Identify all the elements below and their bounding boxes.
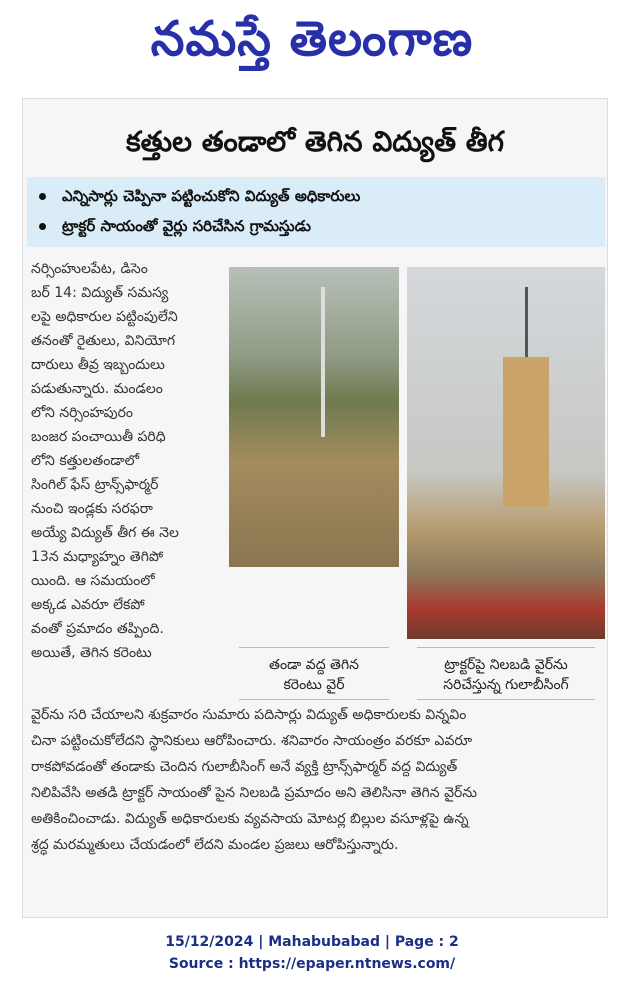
photo-man-on-tractor (407, 267, 605, 639)
text-line: లోని కత్తులతండాలో (31, 453, 139, 469)
text-line: వంతో ప్రమాదం తప్పింది. (31, 621, 164, 637)
caption-rule (239, 647, 389, 648)
text-line: లోని నర్సింహపురం (31, 405, 134, 421)
text-line: తనంతో రైతులు, వినియోగ (31, 333, 176, 349)
text-line: రాకపోవడంతో తండాకు చెందిన గులాబీసింగ్ అనే వ్యక్తి ట్రాన్స్‌ఫార్మర్ వద్ద విద్యుత్ (31, 759, 458, 775)
bullet-item: ట్రాక్టర్ సాయంతో వైర్లు సరిచేసిన గ్రామస్తుడు (39, 217, 311, 239)
text-line: నుంచి ఇండ్లకు సరఫరా (31, 501, 153, 517)
text-line: చినా పట్టించుకోలేదని స్థానికులు ఆరోపించారు. శనివారం సాయంత్రం వరకూ ఎవరూ (31, 733, 473, 749)
bullet-dot-icon (39, 193, 46, 200)
summary-bullets (27, 177, 605, 247)
caption-rule (417, 647, 595, 648)
text-line: నర్సింహులపేట, డిసెం (31, 261, 148, 277)
photo-caption-2: ట్రాక్టర్‌పై నిలబడి వైర్‌ను సరిచేస్తున్న గులాబీసింగ్ (443, 657, 569, 693)
news-clipping (22, 98, 608, 918)
article-headline: కత్తుల తండాలో తెగిన విద్యుత్ తీగ (126, 125, 504, 158)
source-link[interactable]: Source : https://epaper.ntnews.com/ (168, 956, 456, 972)
text-line: బర్ 14: విద్యుత్ సమస్య (31, 285, 169, 301)
photo-caption-1: తండా వద్ద తెగిన కరెంటు వైర్ (269, 657, 359, 693)
text-line: అయితే, తెగిన కరెంటు (31, 645, 152, 661)
text-line: 13న మధ్యాహ్నం తెగిపో (31, 549, 164, 565)
text-line: సింగిల్ ఫేస్ ట్రాన్స్‌ఫార్మర్ (31, 477, 159, 493)
caption-rule (239, 699, 389, 700)
electric-pole-icon (321, 287, 325, 437)
text-line: శ్రద్ధ మరమ్మతులు చేయడంలో లేదని మండల ప్రజలు ఆరోపిస్తున్నారు. (31, 837, 399, 853)
bullet-item: ఎన్నిసార్లు చెప్పినా పట్టించుకోని విద్యుత్ అధికారులు (39, 187, 360, 209)
photo-broken-wire-road (229, 267, 399, 567)
wire-pole-icon (525, 287, 528, 357)
text-line: అయ్యే విద్యుత్ తీగ ఈ నెల (31, 525, 179, 541)
text-line: అతికించించాడు. విద్యుత్ అధికారులకు వ్యవసాయ మోటర్ల బిల్లుల వసూళ్లపై ఉన్న (31, 811, 469, 827)
edition-info: 15/12/2024 | Mahabubabad | Page : 2 (165, 934, 459, 950)
text-line: యింది. ఆ సమయంలో (31, 573, 155, 589)
caption-rule (417, 699, 595, 700)
text-line: లపై అధికారుల పట్టింపులేని (31, 309, 178, 325)
text-line: అక్కడ ఎవరూ లేకపో (31, 597, 145, 613)
newspaper-masthead: నమస్తే తెలంగాణ (150, 11, 474, 67)
text-line: నిలిపివేసి అతడి ట్రాక్టర్ సాయంతో పైన నిలబడి ప్రమాదం అని తెలిసినా తెగిన వైర్‌ను (31, 785, 477, 801)
bullet-dot-icon (39, 223, 46, 230)
person-figure (503, 357, 549, 507)
text-line: దారులు తీవ్ర ఇబ్బందులు (31, 357, 165, 373)
text-line: బంజర పంచాయితీ పరిధి (31, 429, 166, 445)
text-line: పడుతున్నారు. మండలం (31, 381, 163, 397)
text-line: వైర్‌ను సరి చేయాలని శుక్రవారం సుమారు పదిసార్లు విద్యుత్ అధికారులకు విన్నవిం (31, 707, 467, 723)
